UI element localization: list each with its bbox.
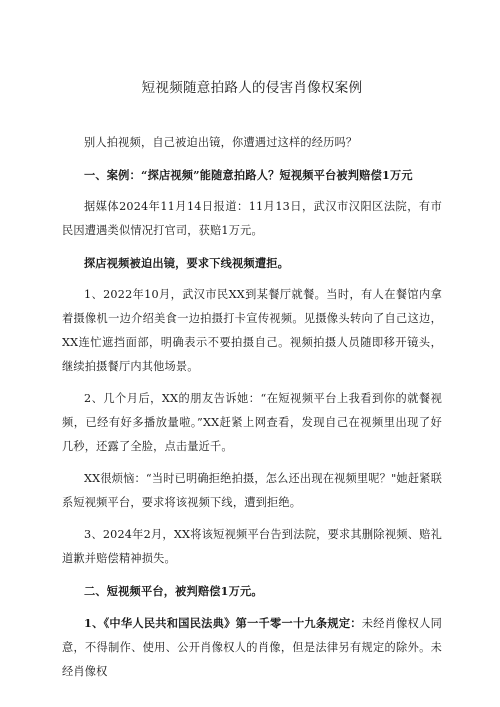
subheading: 探店视频被迫出镜，要求下线视频遭拒。 (84, 256, 289, 270)
law-text: 未经肖像权人同意，不得制作、使用、公开肖像权人的肖像，但是法律另有规定的除外。未经肖像权 (62, 617, 442, 678)
case-item-2-continued: XX很烦恼：“当时已明确拒绝拍摄，怎么还出现在视频里呢？"她赶紧联系短视频平台，要求将该视频下线，遭到拒绝。 (62, 472, 442, 509)
section-1-heading: 一、案例：“探店视频”能随意拍路人？短视频平台被判赔偿1万元 (84, 168, 413, 182)
report-paragraph: 据媒体2024年11月14日报道：11月13日，武汉市汉阳区法院，有市民因遭遇类似情况打官司，获赔1万元。 (62, 200, 442, 237)
case-item-2: 2、几个月后，XX的朋友告诉她：“在短视频平台上我看到你的就餐视频，已经有好多播放量啦。”XX赶紧上网查看，发现自己在视频里出现了好几秒，还露了全脸，点击量近千。 (62, 392, 442, 453)
law-citation: 1、《中华人民共和国民法典》第一千零一十九条规定： (84, 616, 362, 630)
law-paragraph (62, 611, 442, 684)
section-2-heading: 二、短视频平台，被判赔偿1万元。 (84, 584, 263, 598)
document-title: 短视频随意拍路人的侵害肖像权案例 (141, 80, 363, 96)
case-item-3: 3、2024年2月，XX将该短视频平台告到法院，要求其删除视频、赔礼道歉并赔偿精神损失。 (62, 528, 442, 565)
intro-paragraph: 别人拍视频，自己被迫出镜，你遭遇过这样的经历吗？ (84, 136, 358, 149)
case-item-1: 1、2022年10月，武汉市民XX到某餐厅就餐。当时，有人在餐馆内拿着摄像机一边介绍美食一边拍摄打卡宣传视频。见摄像头转向了自己这边，XX连忙遮挡面部，明确表示不要拍摄自己。视频拍摄人员随即移开镜头，继续拍摄餐厅内其他场景。 (62, 288, 442, 373)
